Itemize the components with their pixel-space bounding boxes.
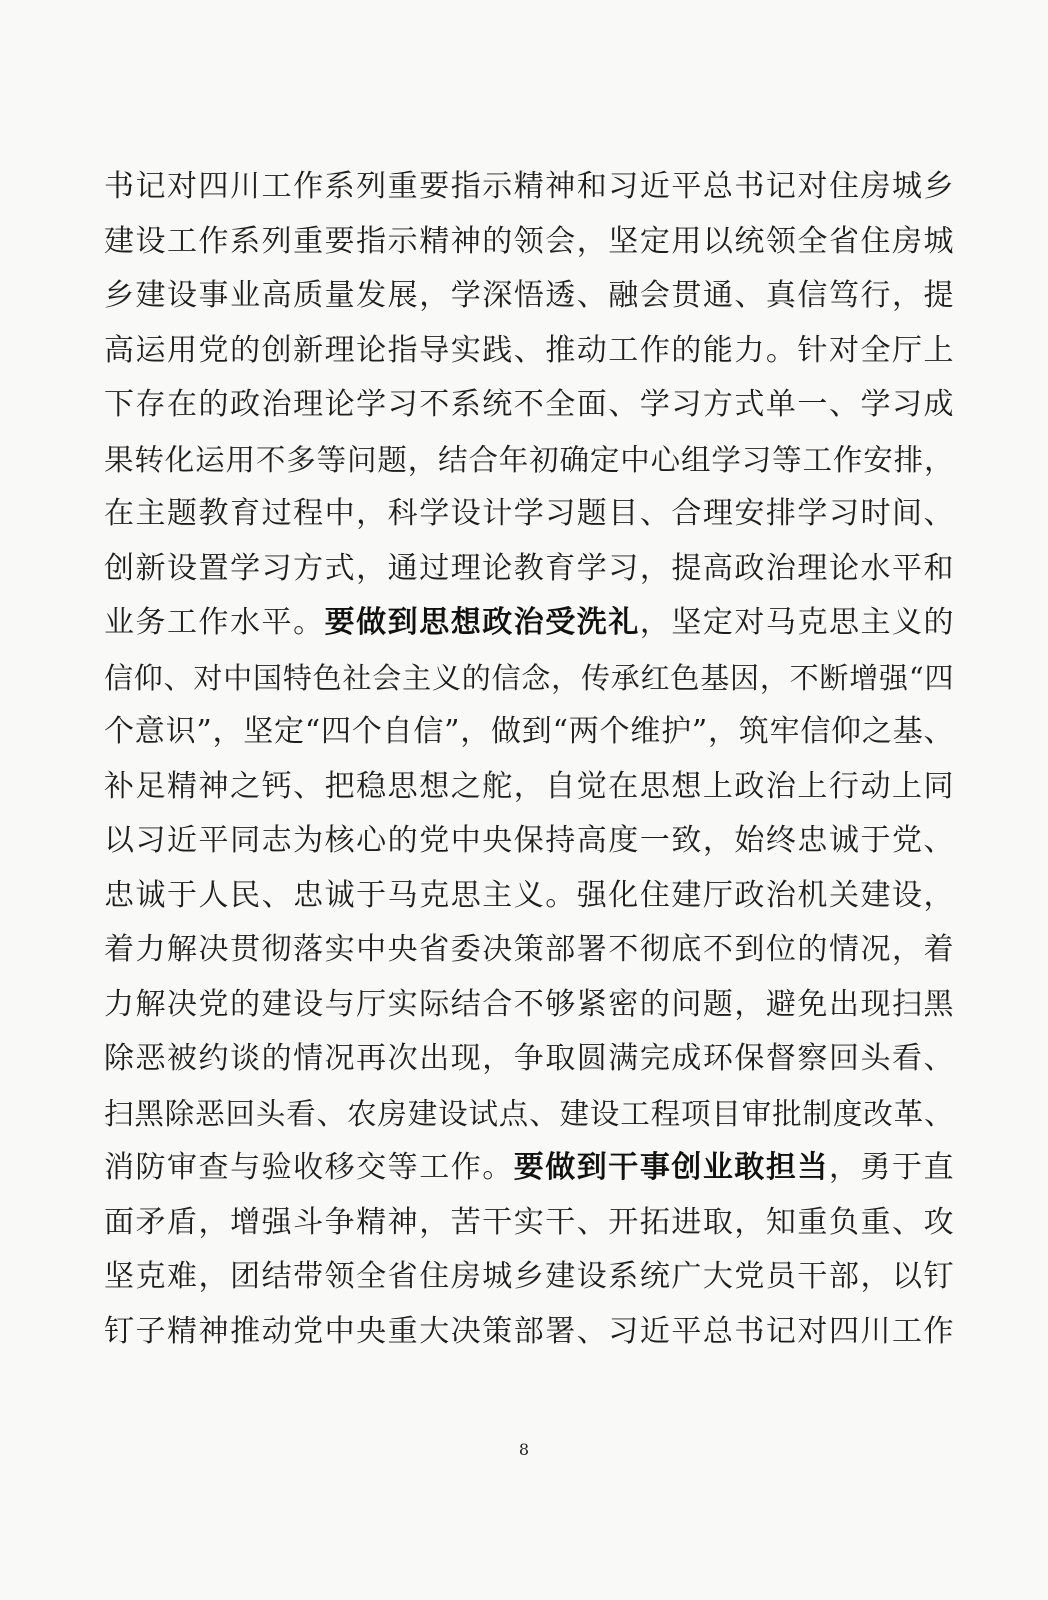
- text-segment: 以习近平同志为核心的党中央保持高度一致，始终忠诚于党、: [104, 823, 954, 858]
- text-line: [104, 705, 954, 760]
- text-line: [104, 215, 954, 270]
- text-line: [104, 869, 954, 924]
- text-line: [104, 433, 954, 488]
- text-segment: 信仰、对中国特色社会主义的信念，传承红色基因，不断增强“四: [104, 660, 954, 695]
- text-line: [104, 596, 954, 651]
- text-line: [104, 1141, 954, 1196]
- text-line: [104, 760, 954, 815]
- text-line: [104, 978, 954, 1033]
- body-text: [104, 160, 954, 1359]
- text-segment: 补足精神之钙、把稳思想之舵，自觉在思想上政治上行动上同: [104, 768, 954, 804]
- text-segment: 果转化运用不多等问题，结合年初确定中心组学习等工作安排，: [104, 442, 954, 477]
- text-line: [104, 378, 954, 433]
- text-segment: 力解决党的建设与厅实际结合不够紧密的问题，避免出现扫黑: [104, 986, 954, 1022]
- text-line: [104, 1032, 954, 1087]
- text-segment: 书记对四川工作系列重要指示精神和习近平总书记对住房城乡: [104, 169, 954, 204]
- text-line: [104, 814, 954, 869]
- page-number: 8: [518, 1440, 530, 1459]
- emphasis-text: 要做到思想政治受洗礼: [324, 605, 640, 640]
- text-line: [104, 651, 954, 706]
- emphasis-text: 要做到干事创业敢担当: [513, 1150, 829, 1185]
- text-segment: 面矛盾，增强斗争精神，苦干实干、开拓进取，知重负重、攻: [104, 1204, 954, 1240]
- text-segment: 坚克难，团结带领全省住房城乡建设系统广大党员干部，以钉: [104, 1259, 954, 1294]
- text-line: [104, 542, 954, 597]
- text-line: [104, 1305, 954, 1360]
- text-segment: 钉子精神推动党中央重大决策部署、习近平总书记对四川工作: [104, 1313, 954, 1349]
- text-line: [104, 324, 954, 379]
- text-line: [104, 1250, 954, 1305]
- text-segment: 扫黑除恶回头看、农房建设试点、建设工程项目审批制度改革、: [104, 1096, 954, 1131]
- text-segment: 业务工作水平。: [104, 605, 325, 640]
- text-line: [104, 1087, 954, 1142]
- text-segment: 忠诚于人民、忠诚于马克思主义。强化住建厅政治机关建设，: [104, 877, 954, 913]
- text-segment: ，坚定对马克思主义的: [639, 605, 955, 640]
- text-segment: 下存在的政治理论学习不系统不全面、学习方式单一、学习成: [104, 387, 954, 422]
- text-segment: 着力解决贯彻落实中央省委决策部署不彻底不到位的情况，着: [104, 932, 954, 967]
- text-line: [104, 1196, 954, 1251]
- text-segment: 创新设置学习方式，通过理论教育学习，提高政治理论水平和: [104, 550, 954, 586]
- text-segment: 个意识”，坚定“四个自信”，做到“两个维护”，筑牢信仰之基、: [104, 714, 954, 749]
- text-segment: ，勇于直: [828, 1150, 955, 1185]
- text-line: [104, 487, 954, 542]
- text-segment: 乡建设事业高质量发展，学深悟透、融会贯通、真信笃行，提: [104, 278, 954, 313]
- text-segment: 除恶被约谈的情况再次出现，争取圆满完成环保督察回头看、: [104, 1041, 954, 1076]
- text-segment: 建设工作系列重要指示精神的领会，坚定用以统领全省住房城: [104, 223, 954, 259]
- text-line: [104, 923, 954, 978]
- text-segment: 高运用党的创新理论指导实践、推动工作的能力。针对全厅上: [104, 332, 954, 368]
- text-segment: 在主题教育过程中，科学设计学习题目、合理安排学习时间、: [104, 496, 954, 531]
- text-line: [104, 160, 954, 215]
- text-line: [104, 269, 954, 324]
- text-segment: 消防审查与验收移交等工作。: [104, 1150, 514, 1185]
